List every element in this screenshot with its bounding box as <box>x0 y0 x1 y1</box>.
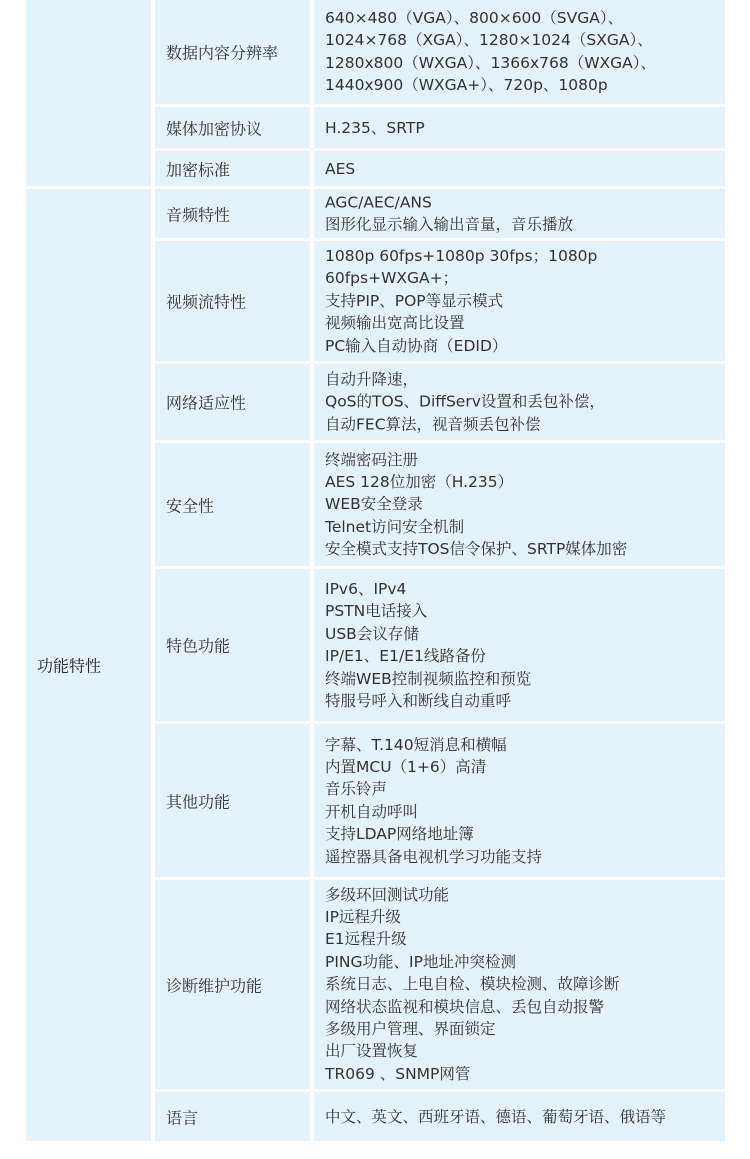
row-value-line: PC输入自动协商（EDID） <box>325 336 508 355</box>
row-name-cell <box>155 241 310 361</box>
table-row <box>155 0 725 104</box>
row-name: 媒体加密协议 <box>166 119 263 138</box>
row-name-cell <box>155 364 310 440</box>
row-value-cell <box>314 151 725 186</box>
row-value-line: H.235、SRTP <box>325 118 425 137</box>
category-cell <box>26 189 151 1141</box>
row-value-cell <box>314 880 725 1089</box>
row-value-line: IP/E1、E1/E1线路备份 <box>325 647 486 665</box>
row-name-cell <box>155 569 310 721</box>
row-value-line: 字幕、T.140短消息和横幅 <box>325 735 507 754</box>
row-name: 加密标准 <box>166 160 231 179</box>
row-value-line: TR069 、SNMP网管 <box>325 1064 471 1083</box>
row-value-line: PING功能、IP地址冲突检测 <box>325 952 516 971</box>
row-name-cell <box>155 189 310 238</box>
row-value-line: 系统日志、上电自检、模块检测、故障诊断 <box>325 975 620 994</box>
row-value-line: IPv6、IPv4 <box>325 579 407 598</box>
row-value-line: 支持LDAP网络地址簿 <box>325 824 474 843</box>
table-row <box>155 1092 725 1141</box>
row-name: 网络适应性 <box>166 393 247 413</box>
row-value-line: 特服号呼入和断线自动重呼 <box>325 691 512 710</box>
row-value-line: PSTN电话接入 <box>325 602 428 621</box>
table-row <box>155 189 725 238</box>
row-name-cell <box>155 1092 310 1141</box>
table-row <box>155 151 725 186</box>
row-name: 特色功能 <box>166 636 231 656</box>
row-value-cell <box>314 189 725 238</box>
row-name: 其他功能 <box>166 792 231 811</box>
row-value-line: 音乐铃声 <box>325 780 388 799</box>
row-value-line: WEB安全登录 <box>325 495 423 514</box>
row-value-line: 终端WEB控制视频监控和预览 <box>325 669 532 688</box>
row-value-line: Telnet访问安全机制 <box>325 517 465 536</box>
row-value-cell <box>314 0 725 104</box>
row-value-line: 遥控器具备电视机学习功能支持 <box>325 847 543 866</box>
row-value-line: 视频输出宽高比设置 <box>325 314 465 333</box>
row-value-line: E1远程升级 <box>325 930 407 949</box>
row-name-cell <box>155 107 310 148</box>
row-name-cell <box>155 724 310 877</box>
row-value-cell <box>314 724 725 877</box>
row-value-line: AES <box>325 159 356 178</box>
table-row <box>155 364 725 440</box>
row-name: 视频流特性 <box>166 292 247 312</box>
row-name: 诊断维护功能 <box>166 976 263 995</box>
table-row <box>155 443 725 566</box>
row-value-line: USB会议存储 <box>325 624 419 643</box>
row-value-line: 多级用户管理、界面锁定 <box>325 1020 496 1039</box>
row-value-cell <box>314 443 725 566</box>
row-name: 安全性 <box>166 496 215 515</box>
row-name-cell <box>155 0 310 104</box>
row-value-line: IP远程升级 <box>325 908 401 927</box>
row-value-line: 自动升降速， <box>325 370 419 389</box>
table-row <box>155 241 725 361</box>
table-row <box>155 569 725 721</box>
row-value-line: 1280x800（WXGA）、1366x768（WXGA）、 <box>325 54 657 72</box>
row-value-line: AES 128位加密（H.235） <box>325 472 514 491</box>
row-value-line: 自动FEC算法，视音频丢包补偿 <box>325 415 541 434</box>
row-value-cell <box>314 1092 725 1141</box>
row-value-line: 支持PIP、POP等显示模式 <box>325 291 504 310</box>
row-value-line: AGC/AEC/ANS <box>325 193 432 212</box>
row-value-cell <box>314 569 725 721</box>
row-value-line: 640×480（VGA）、800×600（SVGA）、 <box>325 9 624 28</box>
table-row <box>155 724 725 877</box>
row-name: 音频特性 <box>166 205 231 224</box>
row-name: 语言 <box>166 1108 199 1127</box>
row-name-cell <box>155 880 310 1089</box>
row-value-cell <box>314 107 725 148</box>
table-row <box>155 107 725 148</box>
row-name-cell <box>155 443 310 566</box>
row-value-line: 内置MCU（1+6）高清 <box>325 757 487 776</box>
row-value-line: 多级环回测试功能 <box>325 885 450 904</box>
table-row <box>155 880 725 1089</box>
row-value-line: 出厂设置恢复 <box>325 1042 419 1061</box>
row-name-cell <box>155 151 310 186</box>
category-cell <box>26 0 151 186</box>
row-value-line: 1440x900（WXGA+）、720p、1080p <box>325 76 608 95</box>
row-value-line: 网络状态监视和模块信息、丢包自动报警 <box>325 997 605 1016</box>
row-value-line: 60fps+WXGA+； <box>325 269 459 288</box>
row-value-cell <box>314 241 725 361</box>
row-value-line: 中文、英文、西班牙语、德语、葡萄牙语、俄语等 <box>325 1107 667 1126</box>
row-value-line: QoS的TOS、DiffServ设置和丢包补偿， <box>325 392 605 411</box>
row-value-cell <box>314 364 725 440</box>
row-value-line: 图形化显示输入输出音量，音乐播放 <box>325 215 574 234</box>
row-name: 数据内容分辨率 <box>166 43 279 63</box>
row-value-line: 安全模式支持TOS信令保护、SRTP媒体加密 <box>325 540 628 559</box>
row-value-line: 终端密码注册 <box>325 450 419 469</box>
row-value-line: 1080p 60fps+1080p 30fps；1080p <box>325 246 598 265</box>
row-value-line: 开机自动呼叫 <box>325 802 419 821</box>
row-value-line: 1024×768（XGA）、1280×1024（SXGA）、 <box>325 31 653 50</box>
category-label: 功能特性 <box>37 656 102 676</box>
